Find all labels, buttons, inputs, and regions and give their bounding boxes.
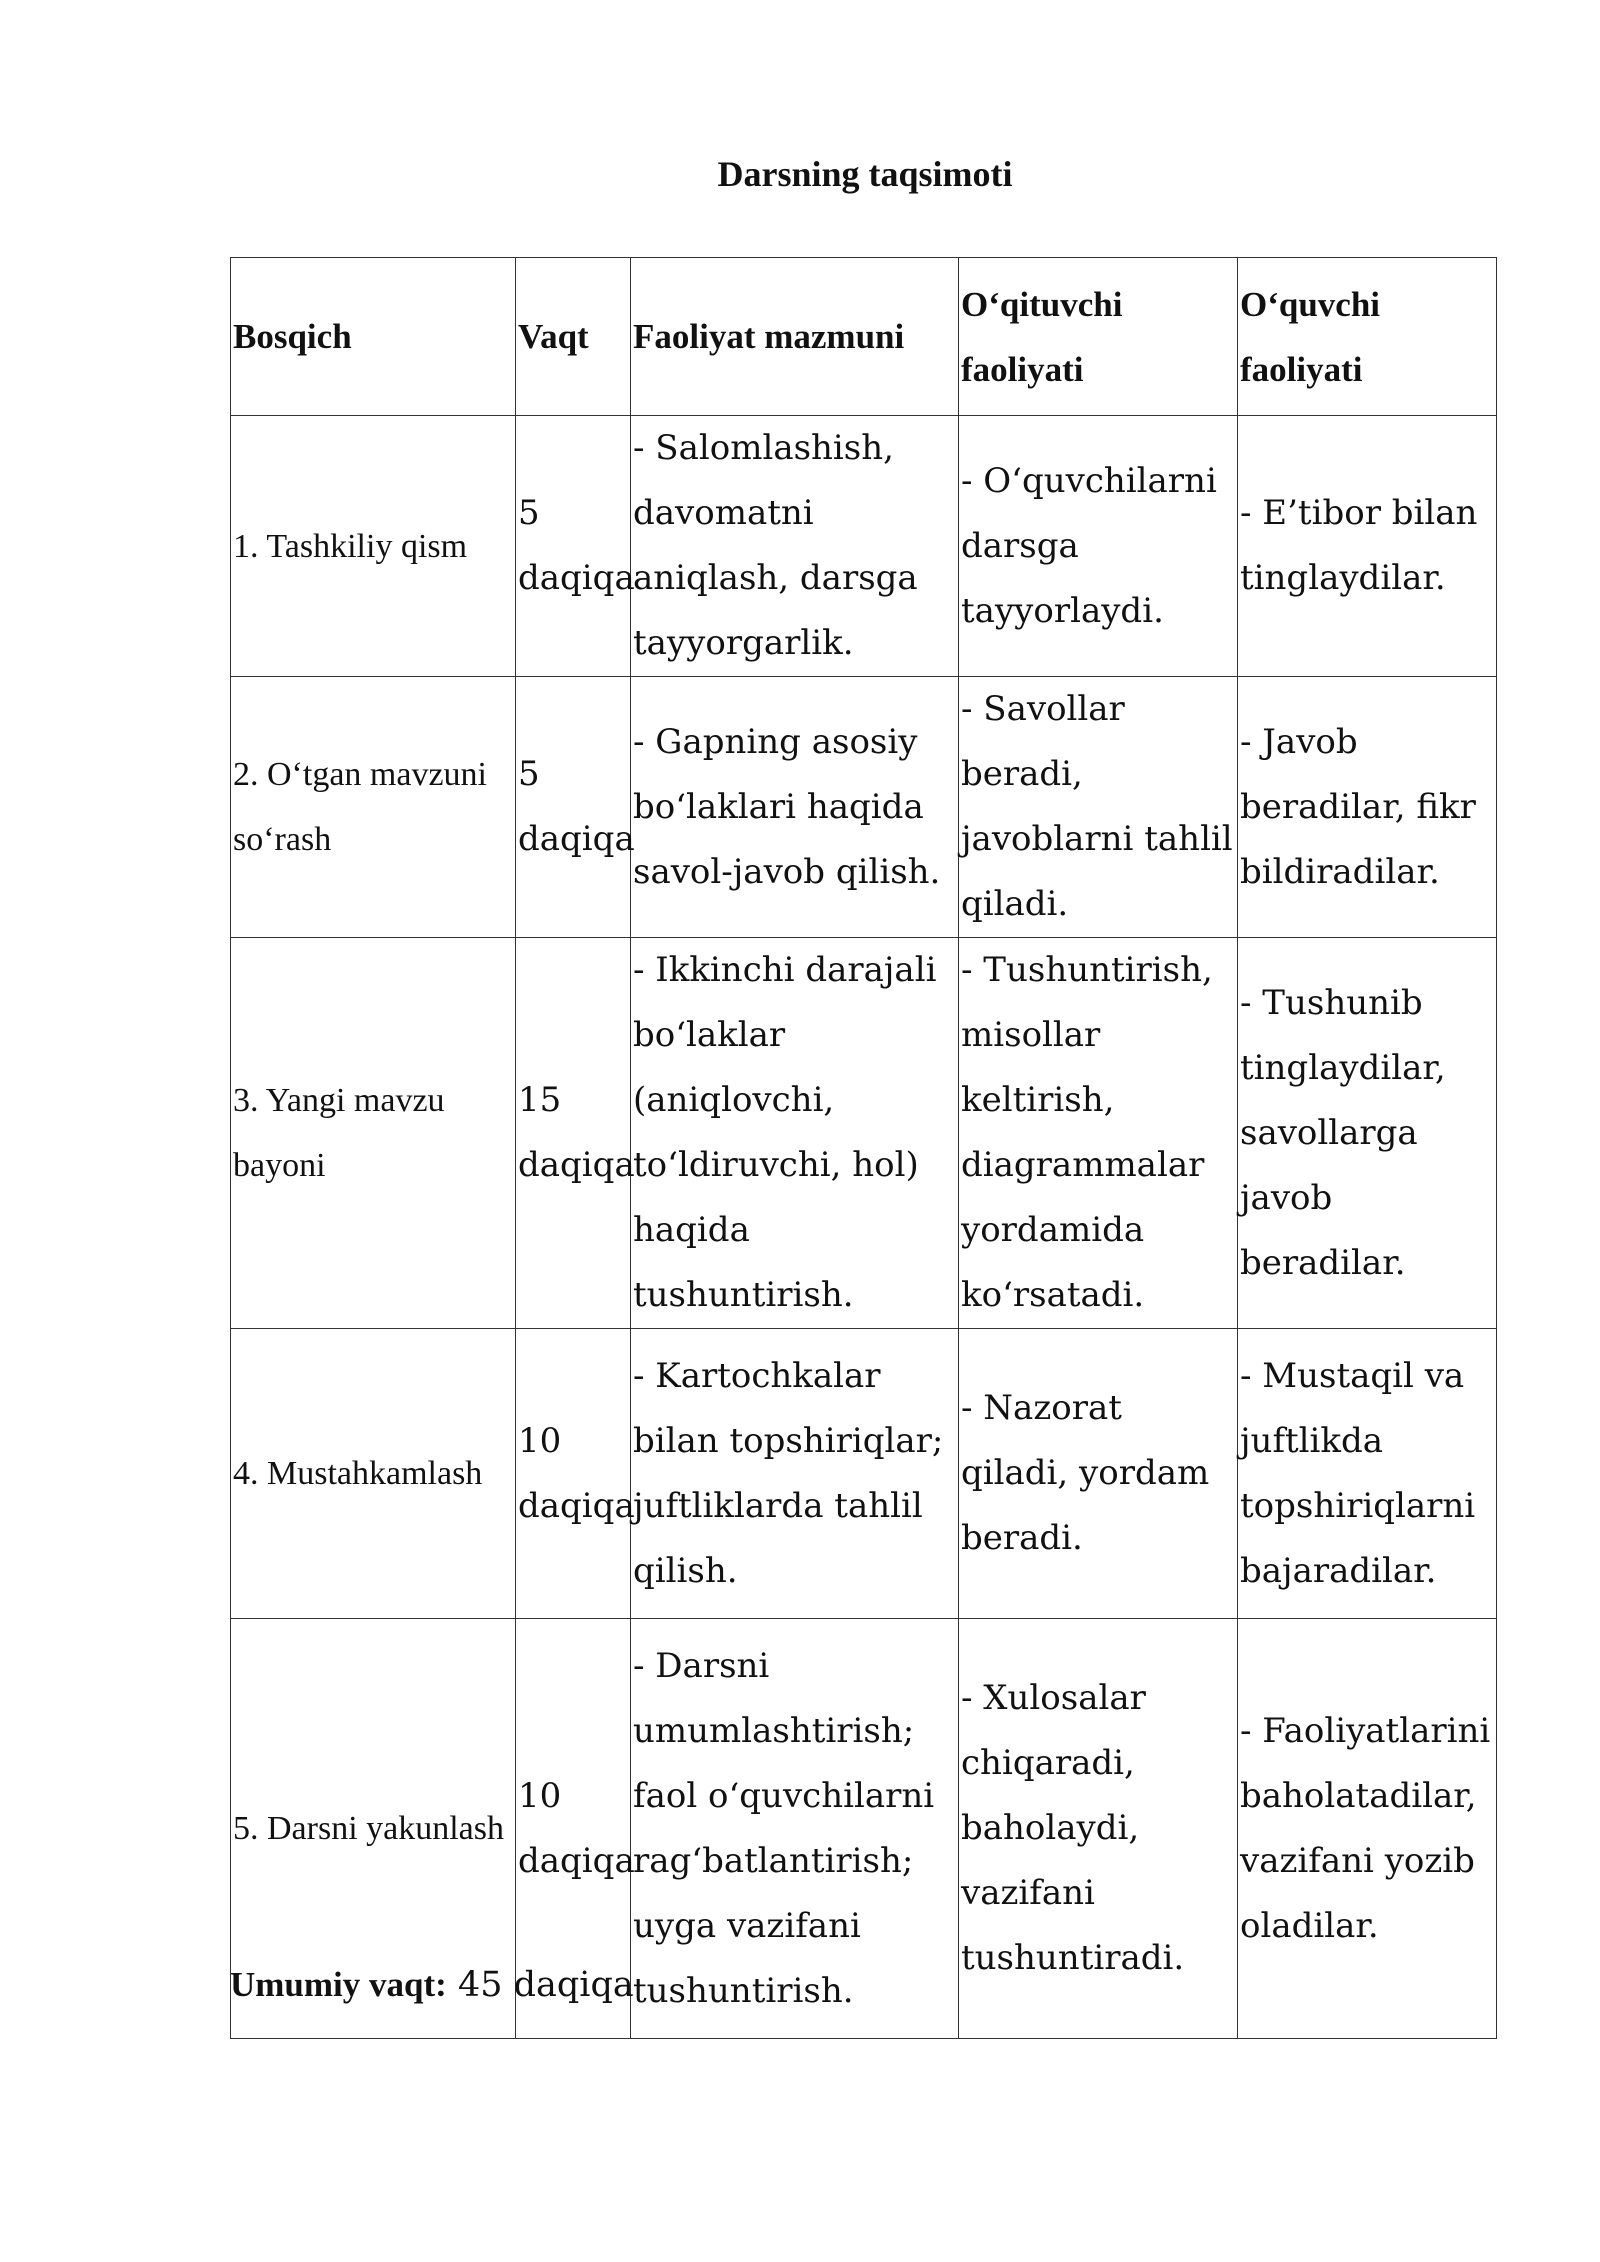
cell-stage: 3. Yangi mavzu bayoni <box>231 938 516 1329</box>
header-content: Faoliyat mazmuni <box>631 258 959 416</box>
cell-student: - Faoliyatlarini baholatadilar, vazifani yozib oladilar. <box>1238 1619 1497 2039</box>
lesson-plan-table <box>230 257 1497 2039</box>
table-row <box>231 938 1497 1329</box>
table-header-row <box>231 258 1497 416</box>
cell-stage: 2. O‘tgan mavzuni so‘rash <box>231 677 516 938</box>
cell-stage: 5. Darsni yakunlash <box>231 1619 516 2039</box>
cell-content: - Salomlashish, davomatni aniqlash, darsga tayyorgarlik. <box>631 416 959 677</box>
cell-teacher: - O‘quvchilarni darsga tayyorlaydi. <box>959 416 1238 677</box>
cell-stage: 1. Tashkiliy qism <box>231 416 516 677</box>
cell-teacher: - Savollar beradi, javoblarni tahlil qiladi. <box>959 677 1238 938</box>
header-student: O‘quvchi faoliyati <box>1238 258 1497 416</box>
cell-student: - Javob beradilar, fikr bildiradilar. <box>1238 677 1497 938</box>
cell-content: - Kartochkalar bilan topshiriqlar; juftliklarda tahlil qilish. <box>631 1329 959 1619</box>
cell-content: - Ikkinchi darajali bo‘laklar (aniqlovchi, to‘ldiruvchi, hol) haqida tushuntirish. <box>631 938 959 1329</box>
cell-student: - Tushunib tinglaydilar, savollarga javob beradilar. <box>1238 938 1497 1329</box>
total-time-label: Umumiy vaqt: <box>230 1965 447 2004</box>
cell-teacher: - Tushuntirish, misollar keltirish, diagrammalar yordamida ko‘rsatadi. <box>959 938 1238 1329</box>
cell-time: 5 daqiqa <box>516 677 631 938</box>
cell-teacher: - Xulosalar chiqaradi, baholaydi, vazifani tushuntiradi. <box>959 1619 1238 2039</box>
header-teacher: O‘qituvchi faoliyati <box>959 258 1238 416</box>
cell-time: 10 daqiqa <box>516 1619 631 2039</box>
cell-time: 10 daqiqa <box>516 1329 631 1619</box>
header-time: Vaqt <box>516 258 631 416</box>
cell-student: - Mustaqil va juftlikda topshiriqlarni bajaradilar. <box>1238 1329 1497 1619</box>
table-row <box>231 1329 1497 1619</box>
cell-time: 15 daqiqa <box>516 938 631 1329</box>
page-title: Darsning taqsimoti <box>717 154 1013 194</box>
cell-content: - Darsni umumlashtirish; faol o‘quvchilarni rag‘batlantirish; uyga vazifani tushuntirish. <box>631 1619 959 2039</box>
cell-content: - Gapning asosiy bo‘laklari haqida savol-javob qilish. <box>631 677 959 938</box>
table-row <box>231 677 1497 938</box>
header-stage: Bosqich <box>231 258 516 416</box>
total-time-value: 45 daqiqa <box>457 1965 634 2005</box>
table-row <box>231 416 1497 677</box>
cell-student: - E’tibor bilan tinglaydilar. <box>1238 416 1497 677</box>
cell-time: 5 daqiqa <box>516 416 631 677</box>
cell-stage: 4. Mustahkamlash <box>231 1329 516 1619</box>
cell-teacher: - Nazorat qiladi, yordam beradi. <box>959 1329 1238 1619</box>
total-time <box>230 1960 634 2010</box>
